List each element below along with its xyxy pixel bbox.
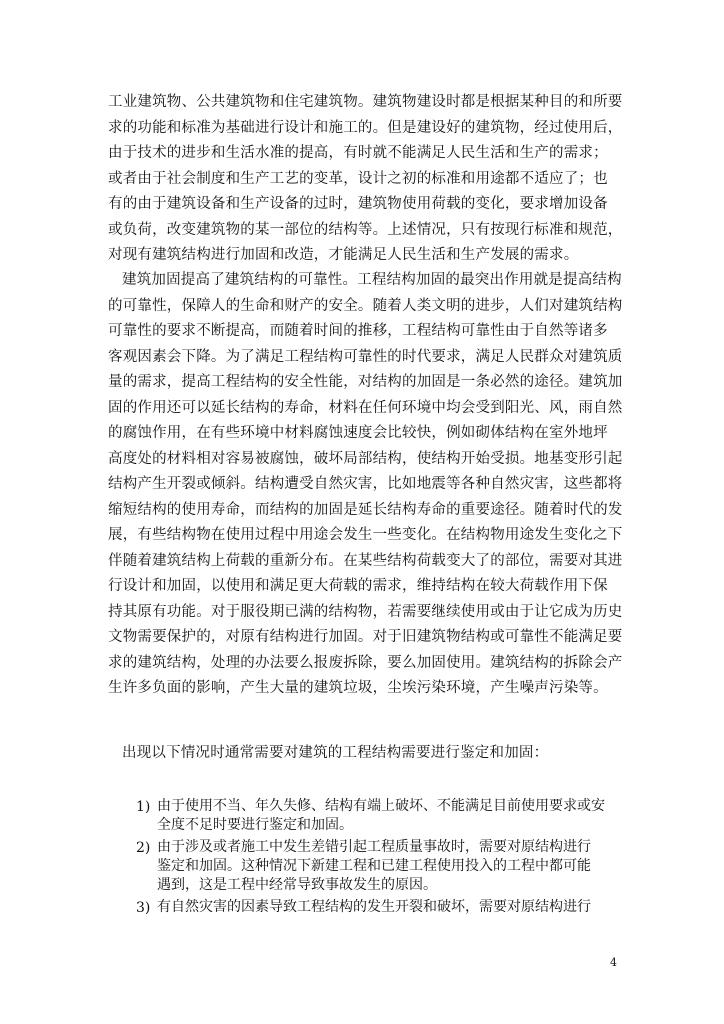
list-text-line: 有自然灾害的因素导致工程结构的发生开裂和破坏，需要对原结构进行	[157, 899, 591, 915]
text-line: 固的作用还可以延长结构的寿命，材料在任何环境中均会受到阳光、风，雨自然	[108, 399, 623, 416]
text-line: 客观因素会下降。为了满足工程结构可靠性的时代要求，满足人民群众对建筑质	[108, 348, 623, 365]
text-line: 高度处的材料相对容易被腐蚀，破坏局部结构，使结构开始受损。地基变形引起	[108, 450, 623, 467]
paragraph-2	[108, 268, 623, 702]
text-line: 有的由于建筑设备和生产设备的过时，建筑物使用荷载的变化，要求增加设备	[108, 196, 608, 212]
list-text-line: 遇到，这是工程中经常导致事故发生的原因。	[157, 877, 437, 893]
text-line: 缩短结构的使用寿命，而结构的加固是延长结构寿命的重要途径。随着时代的发	[108, 501, 623, 518]
text-line: 持其原有功能。对于服役期已满的结构物，若需要继续使用或由于让它成为历史	[108, 603, 623, 620]
text-line: 对现有建筑结构进行加固和改造，才能满足人民生活和生产发展的需求。	[108, 247, 579, 263]
text-line: 生许多负面的影响，产生大量的建筑垃圾，尘埃污染环境，产生噪声污染等。	[108, 680, 608, 696]
text-line: 由于技术的进步和生活水准的提高，有时就不能满足人民生活和生产的需求；	[108, 145, 608, 161]
text-line: 或负荷，改变建筑物的某一部位的结构等。上述情况，只有按现行标准和规范，	[108, 221, 623, 238]
text-line: 量的需求，提高工程结构的安全性能，对结构的加固是一条必然的途径。建筑加	[108, 374, 623, 390]
text-line: 展，有些结构物在使用过程中用途会发生一些变化。在结构物用途发生变化之下	[108, 527, 623, 543]
page-number: 4	[610, 956, 617, 969]
list-text-line: 由于涉及或者施工中发生差错引起工程质量事故时，需要对原结构进行	[157, 839, 591, 855]
numbered-list	[136, 797, 626, 920]
list-text-line: 全度不足时要进行鉴定和加固。	[157, 817, 353, 833]
list-text-line: 鉴定和加固。这种情况下新建工程和已建工程使用投入的工程中都可能	[157, 858, 591, 874]
paragraph-3	[108, 741, 618, 767]
text-line: 或者由于社会制度和生产工艺的变革，设计之初的标准和用途都不适应了；也	[108, 170, 608, 187]
text-line: 文物需要保护的，对原有结构进行加固。对于旧建筑物结构或可靠性不能满足要	[108, 629, 623, 645]
list-item	[136, 898, 626, 917]
text-line: 工业建筑物、公共建筑物和住宅建筑物。建筑物建设时都是根据某种目的和所要	[108, 94, 623, 110]
text-line: 建筑加固提高了建筑结构的可靠性。工程结构加固的最突出作用就是提高结构	[122, 272, 622, 288]
list-number: 3)	[136, 900, 151, 916]
list-text-line: 由于使用不当、年久失修、结构有端上破坏、不能满足目前使用要求或安	[157, 798, 605, 814]
paragraph-1	[108, 90, 623, 269]
text-line: 伴随着建筑结构上荷载的重新分布。在某些结构荷载变大了的部位，需要对其进	[108, 552, 623, 569]
list-item	[136, 838, 626, 895]
text-line: 出现以下情况时通常需要对建筑的工程结构需要进行鉴定和加固：	[122, 745, 549, 761]
list-number: 1)	[136, 799, 151, 815]
list-number: 2)	[136, 840, 151, 856]
text-line: 结构产生开裂或倾斜。结构遭受自然灾害，比如地震等各种自然灾害，这些都将	[108, 476, 623, 492]
list-item	[136, 797, 626, 835]
text-line: 行设计和加固，以使用和满足更大荷载的需求，维持结构在较大荷载作用下保	[108, 578, 608, 594]
text-line: 可靠性的要求不断提高，而随着时间的推移，工程结构可靠性由于自然等诸多	[108, 323, 608, 339]
text-line: 的可靠性，保障人的生命和财产的安全。随着人类文明的进步，人们对建筑结构	[108, 297, 623, 314]
text-line: 的腐蚀作用，在有些环境中材料腐蚀速度会比较快，例如砌体结构在室外地坪	[108, 425, 608, 441]
text-line: 求的功能和标准为基础进行设计和施工的。但是建设好的建筑物，经过使用后，	[108, 119, 623, 136]
text-line: 求的建筑结构，处理的办法要么报废拆除，要么加固使用。建筑结构的拆除会产	[108, 654, 623, 671]
